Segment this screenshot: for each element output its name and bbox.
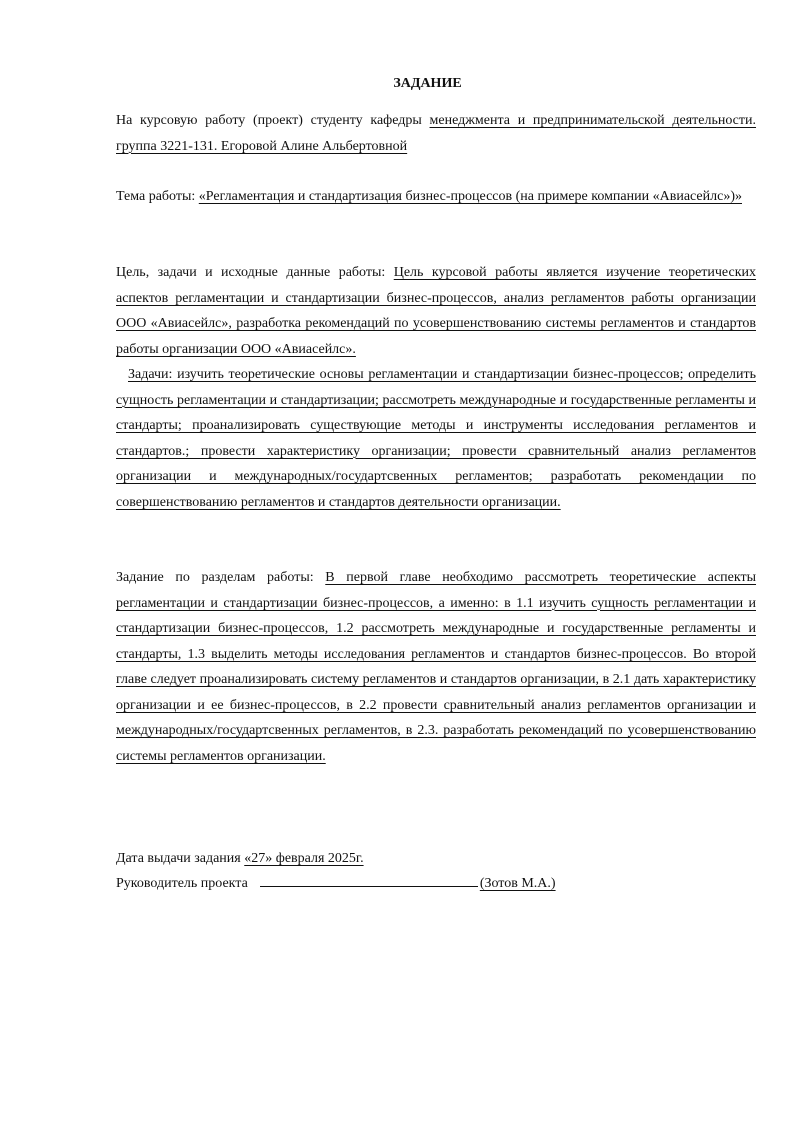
sections-value: В первой главе необходимо рассмотреть теоретические аспекты регламентации и стандартизации бизнес-процессов, а именно: в 1.1 изучить сущность регламентации и стандартизации бизнес-процессов, 1.2 рассмотреть международные и государственные регламенты и стандарты, 1.3 выделить методы исследования регламентов и стандартов бизнес-процессов. Во второй главе следует проанализировать систему регламентов и стандартов организации, в 2.1 дать характеристику организации и ее бизнес-процессов, в 2.2 провести сравнительный анализ регламентов организации и международных/государтсвенных регламентов, в 2.3. разработать рекомендаций по усовершенствованию системы регламентов организации. bbox=[116, 570, 757, 764]
topic-value: «Регламентация и стандартизация бизнес-процессов (на примере компании «Авиасейлс»)» bbox=[198, 189, 742, 204]
issue-date-value: «27» февраля 2025г. bbox=[244, 851, 364, 866]
tasks-value: Задачи: изучить теоретические основы регламентации и стандартизации бизнес-процессов; определить сущность регламентации и стандартизации; рассмотреть международные и государственные регламенты и стандарты; проанализировать существующие методы и инструменты исследования регламентов и стандартов.; провести характеристику организации; провести сравнительный анализ регламентов организации и международных/государтсвенных регламентов; разработать рекомендации по совершенствованию регламентов и стандартов деятельности организации. bbox=[116, 367, 756, 510]
topic-label: Тема работы: bbox=[116, 189, 196, 204]
supervisor-line bbox=[116, 871, 756, 897]
sections-paragraph bbox=[116, 565, 756, 769]
document-title: ЗАДАНИЕ bbox=[393, 76, 462, 91]
goals-paragraph bbox=[116, 260, 756, 362]
signature-line bbox=[260, 872, 478, 887]
assignment-value: менеджмента и предпринимательской деятельности. группа 3221-131. Егоровой Алине Альбертовной bbox=[116, 113, 757, 154]
assignment-paragraph bbox=[116, 108, 756, 159]
goals-value: Цель курсовой работы является изучение теоретических аспектов регламентации и стандартизации бизнес-процессов, анализ регламентов работы организации ООО «Авиасейлс», разработка рекомендаций по усовершенствованию системы регламентов и стандартов работы организации ООО «Авиасейлс». bbox=[116, 265, 757, 357]
goals-label: Цель, задачи и исходные данные работы: bbox=[116, 265, 386, 280]
supervisor-name: (Зотов М.А.) bbox=[479, 876, 556, 891]
issue-date-line bbox=[116, 846, 756, 872]
topic-paragraph bbox=[116, 184, 756, 210]
tasks-paragraph bbox=[116, 362, 756, 515]
sections-label: Задание по разделам работы: bbox=[116, 570, 314, 585]
issue-date-label: Дата выдачи задания bbox=[116, 851, 241, 866]
supervisor-label: Руководитель проекта bbox=[116, 876, 248, 891]
assignment-label: На курсовую работу (проект) студенту кафедры bbox=[116, 113, 422, 128]
